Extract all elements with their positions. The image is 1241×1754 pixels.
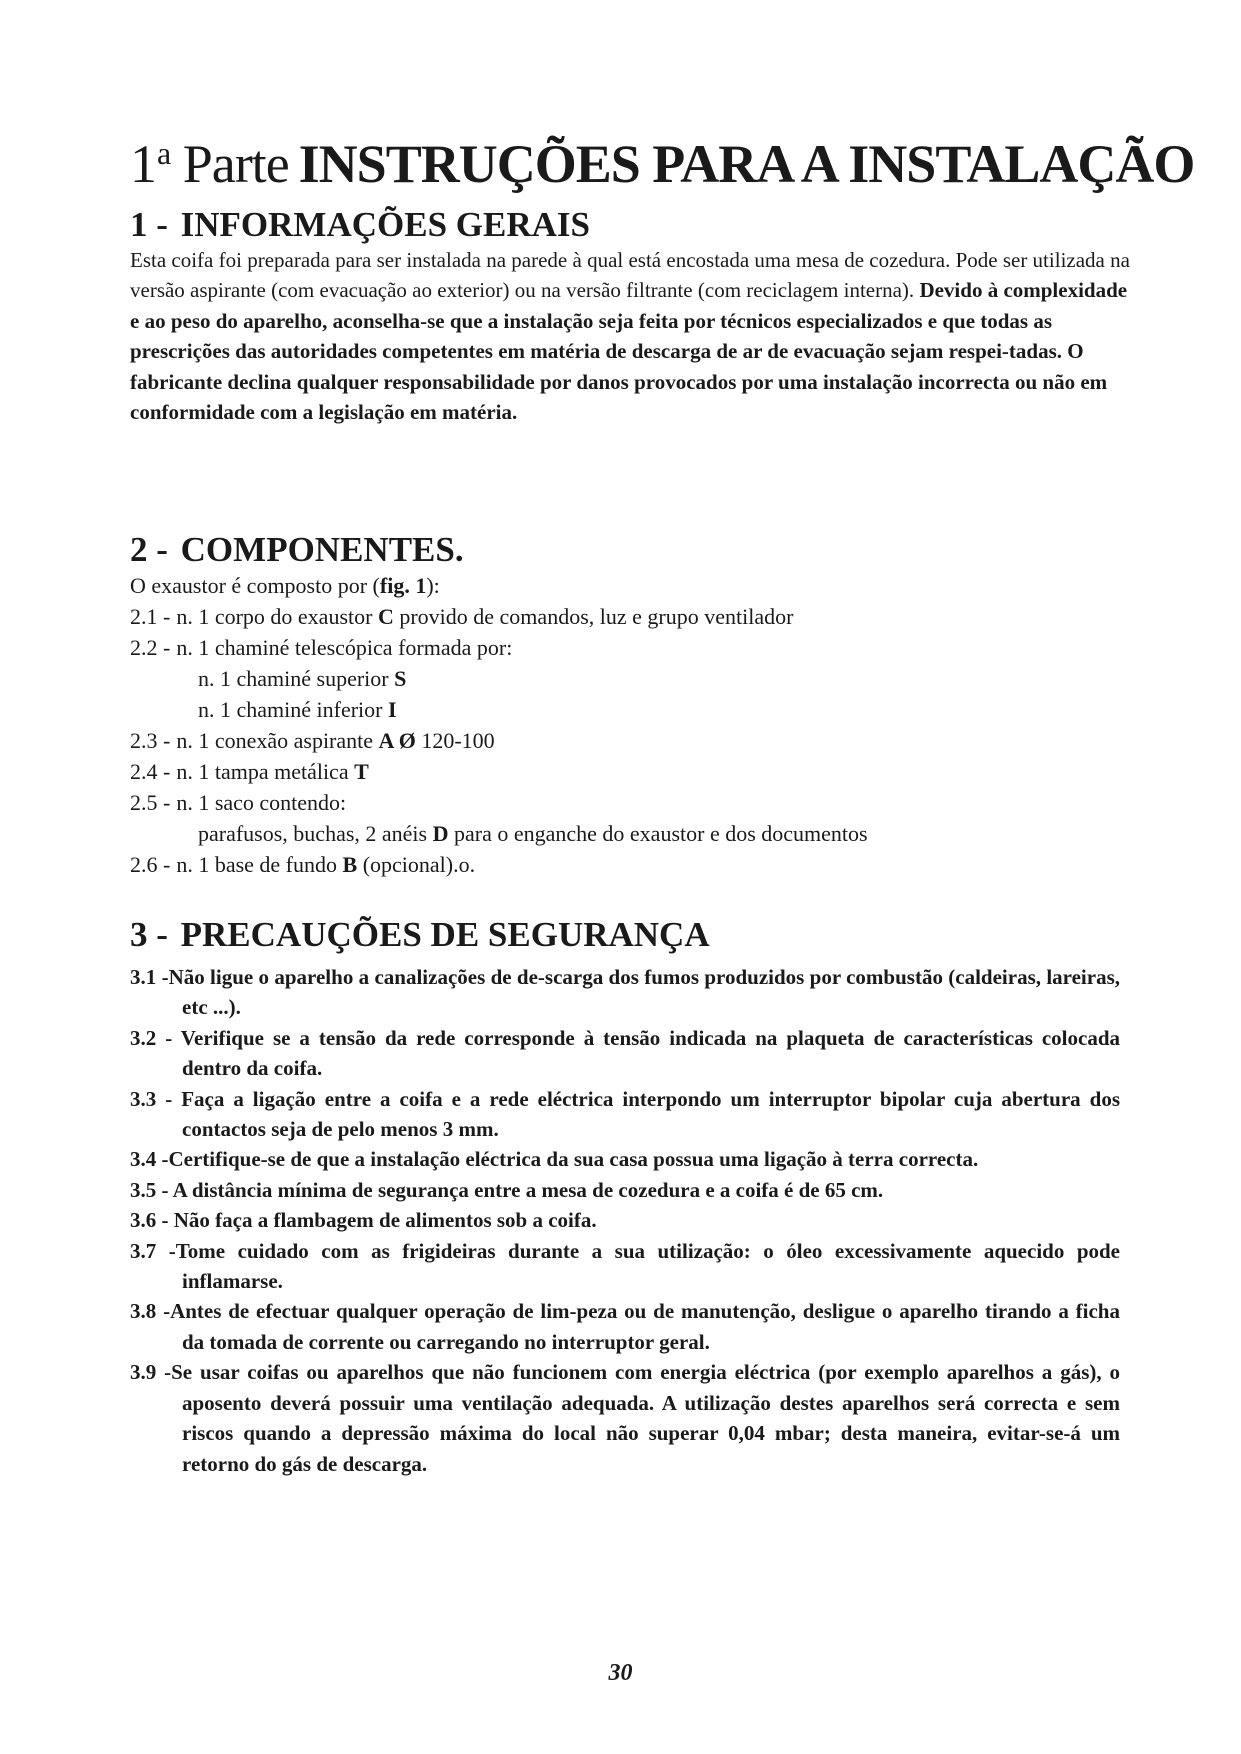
title-part: Parte <box>182 134 289 194</box>
item-text: n. 1 chaminé telescópica formada por: <box>176 635 513 660</box>
item-letter: B <box>342 852 358 877</box>
section-2-intro-text: O exaustor é composto por ( <box>130 573 380 598</box>
item-text-after: 120-100 <box>415 728 495 753</box>
item-letter: D <box>432 821 449 846</box>
item-text: parafusos, buchas, 2 anéis <box>198 821 433 846</box>
list-item <box>130 849 1130 880</box>
list-item: 3.6 - Não faça a flambagem de alimentos sob a coifa. <box>130 1208 597 1233</box>
section-3-number: 3 - <box>130 915 168 954</box>
list-item: 3.7 -Tome cuidado com as frigideiras durante a sua utilização: o óleo excessivamente aquecido pode inflamarse. <box>130 1238 1120 1294</box>
item-number: 2.2 - <box>130 635 171 660</box>
section-1-text-regular: Esta coifa foi preparada para ser instalada na parede à qual está encostada uma mesa de cozedura. Pode ser utilizada na versão aspirante (com evacuação ao exterior) ou na versão filtrante (com reciclagem interna). <box>130 248 1130 303</box>
item-number: 2.3 - <box>130 728 171 753</box>
list-item <box>130 725 1130 756</box>
item-text: n. 1 corpo do exaustor <box>176 604 378 629</box>
section-3-heading <box>130 913 710 957</box>
list-item <box>130 663 1130 694</box>
item-letter: I <box>388 697 397 722</box>
list-item <box>130 694 1130 725</box>
section-3-title: PRECAUÇÕES DE SEGURANÇA <box>180 915 710 954</box>
item-number: 2.4 - <box>130 759 171 784</box>
item-text-after: provido de comandos, luz e grupo ventilador <box>393 604 794 629</box>
list-item: 3.1 -Não ligue o aparelho a canalizações de de-scarga dos fumos produzidos por combustão (caldeiras, lareiras, etc ...). <box>130 965 1120 1020</box>
section-2-intro <box>130 570 1130 601</box>
item-letter: T <box>354 759 369 784</box>
item-letter: S <box>394 666 407 691</box>
list-item <box>130 632 1130 663</box>
section-1-number: 1 - <box>130 205 168 244</box>
item-text: n. 1 chaminé superior <box>198 666 395 691</box>
item-number: 2.5 - <box>130 790 171 815</box>
safety-list <box>130 962 1120 1479</box>
section-2-title: COMPONENTES. <box>180 530 464 569</box>
item-letter: C <box>377 604 394 629</box>
section-2-number: 2 - <box>130 530 168 569</box>
section-2-heading <box>130 528 464 572</box>
title-ordinal: a <box>157 135 171 171</box>
page-number: 30 <box>608 1660 633 1686</box>
list-item <box>130 756 1130 787</box>
item-text: n. 1 saco contendo: <box>176 790 347 815</box>
item-number: 2.6 - <box>130 852 171 877</box>
section-1-text-bold: Devido à complexidade e ao peso do aparelho, aconselha-se que a instalação seja feita por técnicos especializados e que todas as prescrições das autoridades competentes em matéria de descarga de ar de evacuação sejam respei-tadas. O fabricante declina qualquer responsabilidade por danos provocados por uma instalação incorrecta ou não em conformidade com a legislação em matéria. <box>130 278 1128 425</box>
list-item <box>130 818 1130 849</box>
list-item: 3.9 -Se usar coifas ou aparelhos que não funcionem com energia eléctrica (por exemplo aparelhos a gás), o aposento deverá possuir uma ventilação adequada. A utilização destes aparelhos será correcta e sem riscos quando a depressão máxima do local não superar 0,04 mbar; desta maneira, evitar-se-á um retorno do gás de descarga. <box>130 1360 1120 1476</box>
item-text-after: para o enganche do exaustor e dos documentos <box>448 821 868 846</box>
page-title <box>130 118 1194 199</box>
item-text: n. 1 chaminé inferior <box>198 697 388 722</box>
figure-reference: fig. 1 <box>379 573 427 598</box>
section-1-body <box>130 245 1130 427</box>
item-letter: A Ø <box>378 728 416 753</box>
item-number: 2.1 - <box>130 604 171 629</box>
item-text: n. 1 base de fundo <box>176 852 343 877</box>
section-1-heading <box>130 203 590 247</box>
section-1-title: INFORMAÇÕES GERAIS <box>180 205 591 244</box>
list-item: 3.5 - A distância mínima de segurança entre a mesa de cozedura e a coifa é de 65 cm. <box>130 1177 884 1202</box>
item-text-after: (opcional).o. <box>357 852 476 877</box>
list-item <box>130 787 1130 818</box>
components-list <box>130 601 1130 880</box>
item-text: n. 1 tampa metálica <box>176 759 355 784</box>
list-item: 3.8 -Antes de efectuar qualquer operação de lim-peza ou de manutenção, desligue o aparelho tirando a ficha da tomada de corrente ou carregando no interruptor geral. <box>130 1299 1120 1354</box>
list-item: 3.3 - Faça a ligação entre a coifa e a rede eléctrica interpondo um interruptor bipolar cuja abertura dos contactos seja de pelo menos 3 mm. <box>130 1086 1120 1142</box>
item-text: n. 1 conexão aspirante <box>176 728 379 753</box>
list-item: 3.4 -Certifique-se de que a instalação eléctrica da sua casa possua uma ligação à terra correcta. <box>130 1147 979 1172</box>
title-main: INSTRUÇÕES PARA A INSTALAÇÃO <box>298 134 1195 194</box>
title-prefix: 1 <box>130 134 156 194</box>
list-item: 3.2 - Verifique se a tensão da rede corresponde à tensão indicada na plaqueta de características colocada dentro da coifa. <box>130 1025 1120 1081</box>
section-2-intro-end: ): <box>426 573 440 598</box>
list-item <box>130 601 1130 632</box>
